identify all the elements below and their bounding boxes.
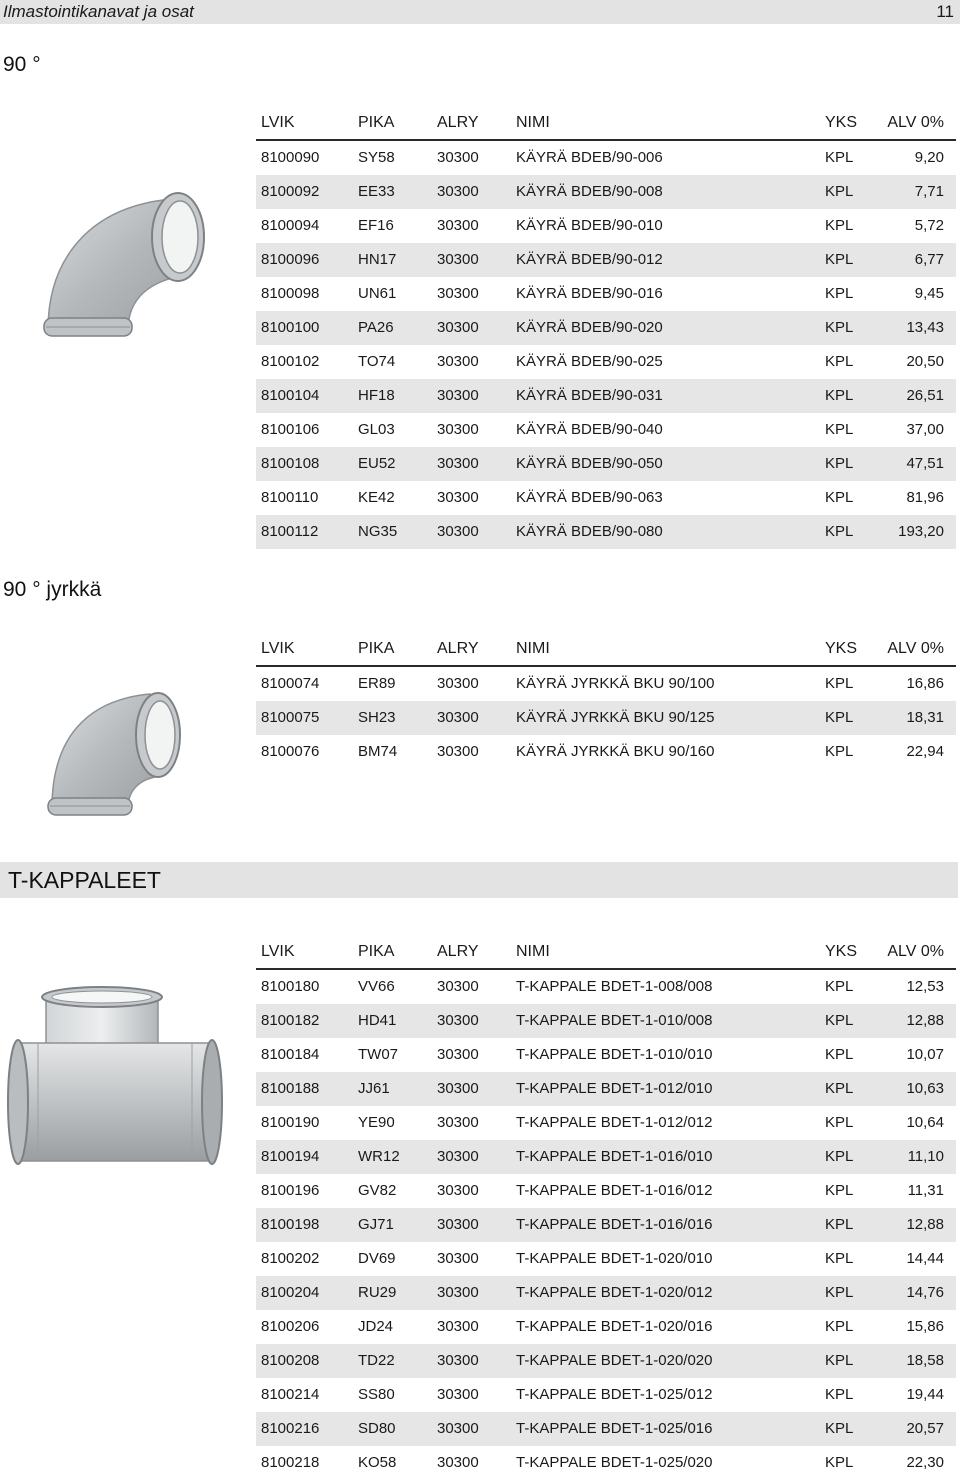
cell-lvik: 8100180 bbox=[261, 978, 320, 995]
cell-yks: KPL bbox=[825, 1148, 854, 1165]
cell-lvik: 8100198 bbox=[261, 1216, 320, 1233]
cell-alry: 30300 bbox=[437, 1318, 479, 1335]
col-nimi: NIMI bbox=[516, 114, 550, 131]
col-nimi: NIMI bbox=[516, 640, 550, 657]
cell-pika: SY58 bbox=[358, 149, 395, 166]
table-row bbox=[256, 1446, 956, 1474]
table-row bbox=[256, 515, 956, 549]
cell-nimi: KÄYRÄ BDEB/90-040 bbox=[516, 421, 663, 438]
table-body bbox=[256, 667, 956, 769]
section-bar-t-kappaleet bbox=[0, 862, 958, 898]
cell-alry: 30300 bbox=[437, 1250, 479, 1267]
table-90-jyrkka bbox=[256, 633, 956, 769]
cell-yks: KPL bbox=[825, 1182, 854, 1199]
cell-alry: 30300 bbox=[437, 709, 479, 726]
table-row bbox=[256, 481, 956, 515]
table-row bbox=[256, 311, 956, 345]
cell-lvik: 8100214 bbox=[261, 1386, 320, 1403]
cell-alv: 7,71 bbox=[914, 183, 944, 200]
cell-nimi: KÄYRÄ BDEB/90-025 bbox=[516, 353, 663, 370]
col-alv: ALV 0% bbox=[887, 114, 944, 131]
cell-nimi: T-KAPPALE BDET-1-020/012 bbox=[516, 1284, 713, 1301]
cell-pika: BM74 bbox=[358, 743, 398, 760]
cell-alry: 30300 bbox=[437, 183, 479, 200]
cell-nimi: KÄYRÄ BDEB/90-063 bbox=[516, 489, 663, 506]
cell-yks: KPL bbox=[825, 1114, 854, 1131]
tee-piece-icon bbox=[6, 985, 228, 1180]
cell-alry: 30300 bbox=[437, 1284, 479, 1301]
cell-pika: SH23 bbox=[358, 709, 396, 726]
cell-pika: GL03 bbox=[358, 421, 395, 438]
cell-alry: 30300 bbox=[437, 978, 479, 995]
cell-nimi: T-KAPPALE BDET-1-010/010 bbox=[516, 1046, 713, 1063]
cell-pika: TO74 bbox=[358, 353, 396, 370]
cell-lvik: 8100102 bbox=[261, 353, 320, 370]
cell-pika: RU29 bbox=[358, 1284, 397, 1301]
table-row bbox=[256, 345, 956, 379]
table-row bbox=[256, 1140, 956, 1174]
cell-pika: GJ71 bbox=[358, 1216, 394, 1233]
table-row bbox=[256, 1038, 956, 1072]
cell-alv: 18,58 bbox=[906, 1352, 944, 1369]
cell-pika: KO58 bbox=[358, 1454, 397, 1471]
cell-pika: SD80 bbox=[358, 1420, 396, 1437]
cell-alv: 26,51 bbox=[906, 387, 944, 404]
table-header bbox=[256, 107, 956, 141]
cell-lvik: 8100216 bbox=[261, 1420, 320, 1437]
cell-yks: KPL bbox=[825, 1318, 854, 1335]
cell-yks: KPL bbox=[825, 217, 854, 234]
cell-alry: 30300 bbox=[437, 1148, 479, 1165]
cell-yks: KPL bbox=[825, 183, 854, 200]
cell-nimi: KÄYRÄ BDEB/90-006 bbox=[516, 149, 663, 166]
cell-lvik: 8100188 bbox=[261, 1080, 320, 1097]
cell-alry: 30300 bbox=[437, 1114, 479, 1131]
cell-pika: HF18 bbox=[358, 387, 395, 404]
cell-pika: NG35 bbox=[358, 523, 398, 540]
cell-pika: EF16 bbox=[358, 217, 394, 234]
table-row bbox=[256, 1208, 956, 1242]
cell-alv: 10,64 bbox=[906, 1114, 944, 1131]
cell-nimi: KÄYRÄ BDEB/90-010 bbox=[516, 217, 663, 234]
table-row bbox=[256, 379, 956, 413]
cell-alry: 30300 bbox=[437, 1420, 479, 1437]
cell-alry: 30300 bbox=[437, 1352, 479, 1369]
cell-nimi: T-KAPPALE BDET-1-016/012 bbox=[516, 1182, 713, 1199]
table-row bbox=[256, 667, 956, 701]
table-row bbox=[256, 1344, 956, 1378]
cell-nimi: T-KAPPALE BDET-1-025/016 bbox=[516, 1420, 713, 1437]
cell-yks: KPL bbox=[825, 285, 854, 302]
cell-lvik: 8100204 bbox=[261, 1284, 320, 1301]
cell-lvik: 8100190 bbox=[261, 1114, 320, 1131]
cell-lvik: 8100196 bbox=[261, 1182, 320, 1199]
cell-alv: 22,94 bbox=[906, 743, 944, 760]
cell-yks: KPL bbox=[825, 489, 854, 506]
cell-alry: 30300 bbox=[437, 1386, 479, 1403]
table-row bbox=[256, 447, 956, 481]
table-t-kappaleet bbox=[256, 936, 956, 1474]
cell-alry: 30300 bbox=[437, 1216, 479, 1233]
cell-lvik: 8100184 bbox=[261, 1046, 320, 1063]
table-row bbox=[256, 1310, 956, 1344]
table-row bbox=[256, 1242, 956, 1276]
cell-lvik: 8100110 bbox=[261, 489, 319, 506]
page-header bbox=[0, 0, 960, 24]
page-number: 11 bbox=[936, 2, 954, 21]
cell-lvik: 8100104 bbox=[261, 387, 320, 404]
cell-alry: 30300 bbox=[437, 489, 479, 506]
cell-lvik: 8100194 bbox=[261, 1148, 320, 1165]
table-row bbox=[256, 1072, 956, 1106]
cell-alry: 30300 bbox=[437, 1012, 479, 1029]
cell-alv: 9,45 bbox=[914, 285, 944, 302]
cell-yks: KPL bbox=[825, 709, 854, 726]
cell-lvik: 8100106 bbox=[261, 421, 320, 438]
table-body bbox=[256, 970, 956, 1474]
cell-alv: 10,07 bbox=[906, 1046, 944, 1063]
cell-yks: KPL bbox=[825, 1080, 854, 1097]
table-row bbox=[256, 1004, 956, 1038]
cell-alv: 12,88 bbox=[906, 1216, 944, 1233]
cell-yks: KPL bbox=[825, 743, 854, 760]
cell-pika: VV66 bbox=[358, 978, 395, 995]
cell-pika: HN17 bbox=[358, 251, 397, 268]
table-row bbox=[256, 1378, 956, 1412]
cell-lvik: 8100218 bbox=[261, 1454, 320, 1471]
cell-nimi: KÄYRÄ JYRKKÄ BKU 90/160 bbox=[516, 743, 715, 760]
cell-alv: 14,76 bbox=[906, 1284, 944, 1301]
cell-nimi: T-KAPPALE BDET-1-025/020 bbox=[516, 1454, 713, 1471]
cell-yks: KPL bbox=[825, 1216, 854, 1233]
cell-alry: 30300 bbox=[437, 1046, 479, 1063]
cell-lvik: 8100090 bbox=[261, 149, 320, 166]
cell-nimi: T-KAPPALE BDET-1-020/016 bbox=[516, 1318, 713, 1335]
table-row bbox=[256, 1106, 956, 1140]
col-alry: ALRY bbox=[437, 640, 479, 657]
cell-alv: 12,88 bbox=[906, 1012, 944, 1029]
cell-lvik: 8100206 bbox=[261, 1318, 320, 1335]
table-row bbox=[256, 277, 956, 311]
cell-alv: 11,31 bbox=[907, 1182, 944, 1199]
col-yks: YKS bbox=[825, 943, 858, 960]
cell-yks: KPL bbox=[825, 523, 854, 540]
col-pika: PIKA bbox=[358, 640, 395, 657]
document-title: Ilmastointikanavat ja osat bbox=[3, 2, 194, 21]
elbow-90-icon bbox=[28, 180, 228, 355]
cell-alv: 13,43 bbox=[906, 319, 944, 336]
cell-pika: TW07 bbox=[358, 1046, 399, 1063]
cell-alry: 30300 bbox=[437, 1454, 479, 1471]
cell-alry: 30300 bbox=[437, 743, 479, 760]
cell-alv: 47,51 bbox=[906, 455, 944, 472]
cell-lvik: 8100112 bbox=[261, 523, 319, 540]
cell-pika: WR12 bbox=[358, 1148, 400, 1165]
cell-nimi: T-KAPPALE BDET-1-010/008 bbox=[516, 1012, 713, 1029]
cell-nimi: T-KAPPALE BDET-1-025/012 bbox=[516, 1386, 713, 1403]
cell-alv: 11,10 bbox=[907, 1148, 944, 1165]
section-title-90-jyrkka: 90 ° jyrkkä bbox=[3, 578, 102, 601]
cell-alry: 30300 bbox=[437, 1080, 479, 1097]
cell-pika: TD22 bbox=[358, 1352, 395, 1369]
cell-alry: 30300 bbox=[437, 675, 479, 692]
cell-alry: 30300 bbox=[437, 421, 479, 438]
cell-pika: HD41 bbox=[358, 1012, 397, 1029]
col-lvik: LVIK bbox=[261, 114, 295, 131]
cell-yks: KPL bbox=[825, 149, 854, 166]
cell-yks: KPL bbox=[825, 1352, 854, 1369]
cell-lvik: 8100074 bbox=[261, 675, 320, 692]
cell-yks: KPL bbox=[825, 1386, 854, 1403]
table-row bbox=[256, 243, 956, 277]
cell-yks: KPL bbox=[825, 387, 854, 404]
cell-lvik: 8100202 bbox=[261, 1250, 320, 1267]
cell-yks: KPL bbox=[825, 675, 854, 692]
table-body bbox=[256, 141, 956, 549]
cell-alv: 6,77 bbox=[914, 251, 944, 268]
cell-pika: EU52 bbox=[358, 455, 396, 472]
cell-yks: KPL bbox=[825, 353, 854, 370]
cell-pika: EE33 bbox=[358, 183, 395, 200]
table-row bbox=[256, 735, 956, 769]
table-row bbox=[256, 701, 956, 735]
cell-nimi: T-KAPPALE BDET-1-016/016 bbox=[516, 1216, 713, 1233]
cell-alv: 9,20 bbox=[914, 149, 944, 166]
table-row bbox=[256, 970, 956, 1004]
col-lvik: LVIK bbox=[261, 943, 295, 960]
cell-yks: KPL bbox=[825, 319, 854, 336]
cell-pika: PA26 bbox=[358, 319, 394, 336]
cell-nimi: T-KAPPALE BDET-1-008/008 bbox=[516, 978, 713, 995]
table-row bbox=[256, 1276, 956, 1310]
cell-yks: KPL bbox=[825, 1454, 854, 1471]
cell-pika: UN61 bbox=[358, 285, 397, 302]
cell-pika: GV82 bbox=[358, 1182, 397, 1199]
cell-nimi: KÄYRÄ BDEB/90-080 bbox=[516, 523, 663, 540]
table-row bbox=[256, 141, 956, 175]
cell-nimi: T-KAPPALE BDET-1-020/010 bbox=[516, 1250, 713, 1267]
cell-lvik: 8100096 bbox=[261, 251, 320, 268]
cell-alry: 30300 bbox=[437, 285, 479, 302]
cell-alv: 10,63 bbox=[906, 1080, 944, 1097]
col-pika: PIKA bbox=[358, 943, 395, 960]
cell-nimi: T-KAPPALE BDET-1-012/012 bbox=[516, 1114, 713, 1131]
cell-yks: KPL bbox=[825, 1420, 854, 1437]
table-row bbox=[256, 1412, 956, 1446]
cell-yks: KPL bbox=[825, 1012, 854, 1029]
col-nimi: NIMI bbox=[516, 943, 550, 960]
table-header bbox=[256, 936, 956, 970]
cell-lvik: 8100075 bbox=[261, 709, 320, 726]
cell-nimi: T-KAPPALE BDET-1-020/020 bbox=[516, 1352, 713, 1369]
table-row bbox=[256, 175, 956, 209]
cell-alry: 30300 bbox=[437, 217, 479, 234]
col-alv: ALV 0% bbox=[887, 640, 944, 657]
cell-pika: KE42 bbox=[358, 489, 395, 506]
cell-alv: 18,31 bbox=[906, 709, 944, 726]
cell-nimi: KÄYRÄ JYRKKÄ BKU 90/100 bbox=[516, 675, 715, 692]
cell-alry: 30300 bbox=[437, 319, 479, 336]
section-title-t-kappaleet: T-KAPPALEET bbox=[8, 867, 161, 893]
cell-yks: KPL bbox=[825, 978, 854, 995]
cell-lvik: 8100108 bbox=[261, 455, 320, 472]
cell-lvik: 8100100 bbox=[261, 319, 320, 336]
col-yks: YKS bbox=[825, 114, 858, 131]
cell-yks: KPL bbox=[825, 1284, 854, 1301]
cell-yks: KPL bbox=[825, 421, 854, 438]
cell-alv: 20,57 bbox=[906, 1420, 944, 1437]
col-alry: ALRY bbox=[437, 114, 479, 131]
cell-nimi: T-KAPPALE BDET-1-016/010 bbox=[516, 1148, 713, 1165]
col-lvik: LVIK bbox=[261, 640, 295, 657]
cell-alv: 14,44 bbox=[906, 1250, 944, 1267]
cell-alry: 30300 bbox=[437, 251, 479, 268]
cell-pika: SS80 bbox=[358, 1386, 395, 1403]
cell-lvik: 8100182 bbox=[261, 1012, 320, 1029]
cell-alry: 30300 bbox=[437, 149, 479, 166]
cell-nimi: T-KAPPALE BDET-1-012/010 bbox=[516, 1080, 713, 1097]
section-title-90: 90 ° bbox=[3, 53, 41, 76]
table-90 bbox=[256, 107, 956, 549]
cell-alry: 30300 bbox=[437, 523, 479, 540]
cell-alv: 37,00 bbox=[906, 421, 944, 438]
cell-pika: JD24 bbox=[358, 1318, 394, 1335]
cell-alry: 30300 bbox=[437, 455, 479, 472]
cell-yks: KPL bbox=[825, 455, 854, 472]
cell-pika: YE90 bbox=[358, 1114, 395, 1131]
table-row bbox=[256, 1174, 956, 1208]
cell-nimi: KÄYRÄ BDEB/90-008 bbox=[516, 183, 663, 200]
col-alry: ALRY bbox=[437, 943, 479, 960]
cell-lvik: 8100208 bbox=[261, 1352, 320, 1369]
cell-alv: 19,44 bbox=[906, 1386, 944, 1403]
table-row bbox=[256, 413, 956, 447]
cell-alv: 12,53 bbox=[906, 978, 944, 995]
cell-yks: KPL bbox=[825, 1046, 854, 1063]
cell-nimi: KÄYRÄ BDEB/90-016 bbox=[516, 285, 663, 302]
cell-alv: 16,86 bbox=[906, 675, 944, 692]
col-alv: ALV 0% bbox=[887, 943, 944, 960]
cell-pika: ER89 bbox=[358, 675, 396, 692]
cell-nimi: KÄYRÄ BDEB/90-012 bbox=[516, 251, 663, 268]
steep-elbow-icon bbox=[40, 680, 200, 830]
cell-lvik: 8100098 bbox=[261, 285, 320, 302]
col-pika: PIKA bbox=[358, 114, 395, 131]
cell-lvik: 8100076 bbox=[261, 743, 320, 760]
cell-alv: 22,30 bbox=[906, 1454, 944, 1471]
cell-lvik: 8100094 bbox=[261, 217, 320, 234]
cell-nimi: KÄYRÄ JYRKKÄ BKU 90/125 bbox=[516, 709, 715, 726]
cell-alry: 30300 bbox=[437, 353, 479, 370]
cell-yks: KPL bbox=[825, 251, 854, 268]
cell-nimi: KÄYRÄ BDEB/90-020 bbox=[516, 319, 663, 336]
cell-alry: 30300 bbox=[437, 1182, 479, 1199]
cell-alv: 81,96 bbox=[906, 489, 944, 506]
cell-alv: 20,50 bbox=[906, 353, 944, 370]
cell-alv: 15,86 bbox=[906, 1318, 944, 1335]
col-yks: YKS bbox=[825, 640, 858, 657]
cell-nimi: KÄYRÄ BDEB/90-031 bbox=[516, 387, 663, 404]
cell-nimi: KÄYRÄ BDEB/90-050 bbox=[516, 455, 663, 472]
cell-alv: 193,20 bbox=[898, 523, 944, 540]
cell-pika: JJ61 bbox=[358, 1080, 390, 1097]
cell-alv: 5,72 bbox=[914, 217, 944, 234]
table-header bbox=[256, 633, 956, 667]
table-row bbox=[256, 209, 956, 243]
cell-pika: DV69 bbox=[358, 1250, 396, 1267]
cell-alry: 30300 bbox=[437, 387, 479, 404]
cell-lvik: 8100092 bbox=[261, 183, 320, 200]
cell-yks: KPL bbox=[825, 1250, 854, 1267]
